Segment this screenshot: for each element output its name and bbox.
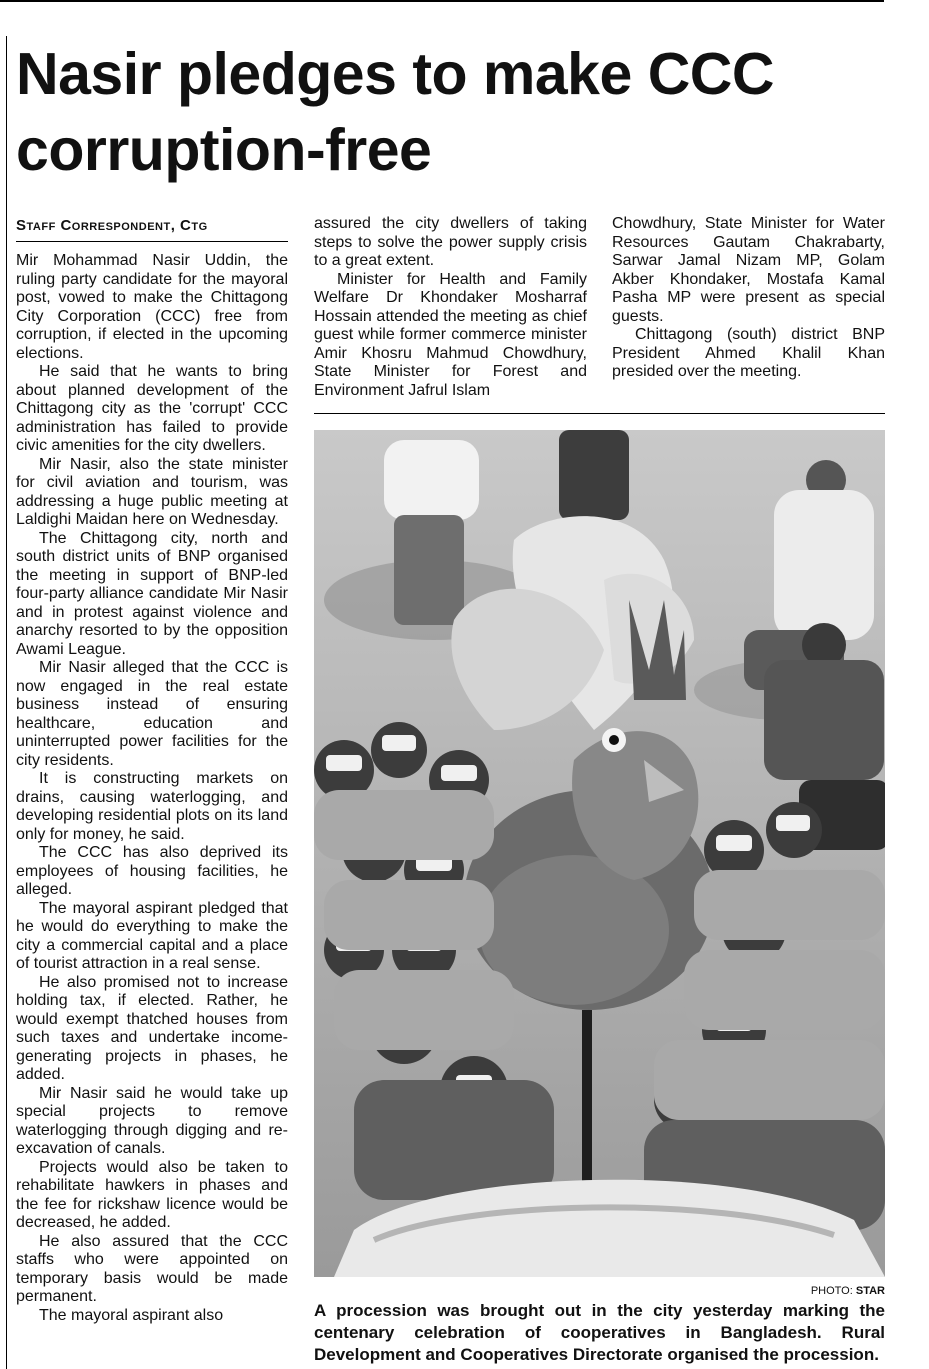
- byline-text: Staff Correspondent, Ctg: [16, 217, 208, 234]
- headline: Nasir pledges to make CCC corruption-free: [16, 41, 775, 183]
- photo-credit-label: PHOTO:: [810, 1285, 853, 1297]
- paragraph: assured the city dwellers of taking steps to solve the power supply crisis to a great extent.: [314, 215, 587, 269]
- paragraph: The mayoral aspirant also: [39, 1306, 224, 1324]
- paragraph: Projects would also be taken to rehabilitate hawkers in phases and the fee for rickshaw licence would be decreased, he added.: [16, 1158, 288, 1231]
- top-rule: [0, 0, 884, 2]
- photo-credit-source: STAR: [855, 1285, 885, 1297]
- byline-rule: [16, 241, 288, 242]
- photo-caption: A procession was brought out in the city yesterday marking the centenary celebration of cooperatives in Bangladesh. Rural Development and Cooperatives Directorate organised the procession.: [314, 1301, 885, 1364]
- article-column-1: [16, 252, 288, 1325]
- section-rule: [314, 413, 885, 414]
- paragraph: Chittagong (south) district BNP President Ahmed Khalil Khan presided over the meeting.: [612, 326, 885, 380]
- paragraph: Mir Nasir said he would take up special projects to remove waterlogging through digging and re-excavation of canals.: [16, 1084, 288, 1157]
- paragraph: Mir Mohammad Nasir Uddin, the ruling party candidate for the mayoral post, vowed to make the Chittagong City Corporation (CCC) free from corruption, if elected in the upcoming elections.: [16, 252, 288, 362]
- paragraph: He said that he wants to bring about planned development of the Chittagong city as the 'corrupt' CCC administration has failed to provide civic amenities for the city dwellers.: [16, 363, 288, 454]
- paragraph: Chowdhury, State Minister for Water Resources Gautam Chakrabarty, Sarwar Jamal Nizam MP, Golam Akber Khondaker, Mostafa Kamal Pasha MP were present as special guests.: [612, 215, 885, 325]
- procession-photo: [314, 430, 885, 1277]
- paragraph: Mir Nasir alleged that the CCC is now engaged in the real estate business instead of ensuring healthcare, education and uninterrupted power facilities for the city residents.: [16, 659, 288, 769]
- column-rule-left: [6, 36, 7, 1369]
- paragraph: The mayoral aspirant pledged that he would do everything to make the city a commercial capital and a place of tourist attraction in a real sense.: [16, 899, 288, 972]
- photo-credit: [314, 1285, 885, 1297]
- paragraph: Mir Nasir, also the state minister for civil aviation and tourism, was addressing a huge public meeting at Laldighi Maidan here on Wednesday.: [16, 455, 288, 528]
- article-column-3: [612, 215, 885, 382]
- byline: [16, 217, 288, 234]
- paragraph: He also promised not to increase holding tax, if elected. Rather, he would exempt thatched houses from such taxes and undertake income-generating projects in phases, he added.: [16, 973, 288, 1083]
- paragraph: He also assured that the CCC staffs who were appointed on temporary basis would be made permanent.: [16, 1232, 288, 1305]
- paragraph: The Chittagong city, north and south district units of BNP organised the meeting in support of BNP-led four-party alliance candidate Mir Nasir and in protest against violence and anarchy resorted to by the opposition Awami League.: [16, 529, 288, 658]
- paragraph: It is constructing markets on drains, causing waterlogging, and developing residential plots on its land only for money, he said.: [16, 770, 288, 843]
- photo-illustration: [314, 430, 885, 1277]
- article-column-2: [314, 215, 587, 400]
- paragraph: The CCC has also deprived its employees of housing facilities, he alleged.: [16, 844, 288, 898]
- paragraph: Minister for Health and Family Welfare Dr Khondaker Mosharraf Hossain attended the meeting as chief guest while former commerce minister Amir Khosru Mahmud Chowdhury, State Minister for Forest and Environment Jafrul Islam: [314, 270, 587, 399]
